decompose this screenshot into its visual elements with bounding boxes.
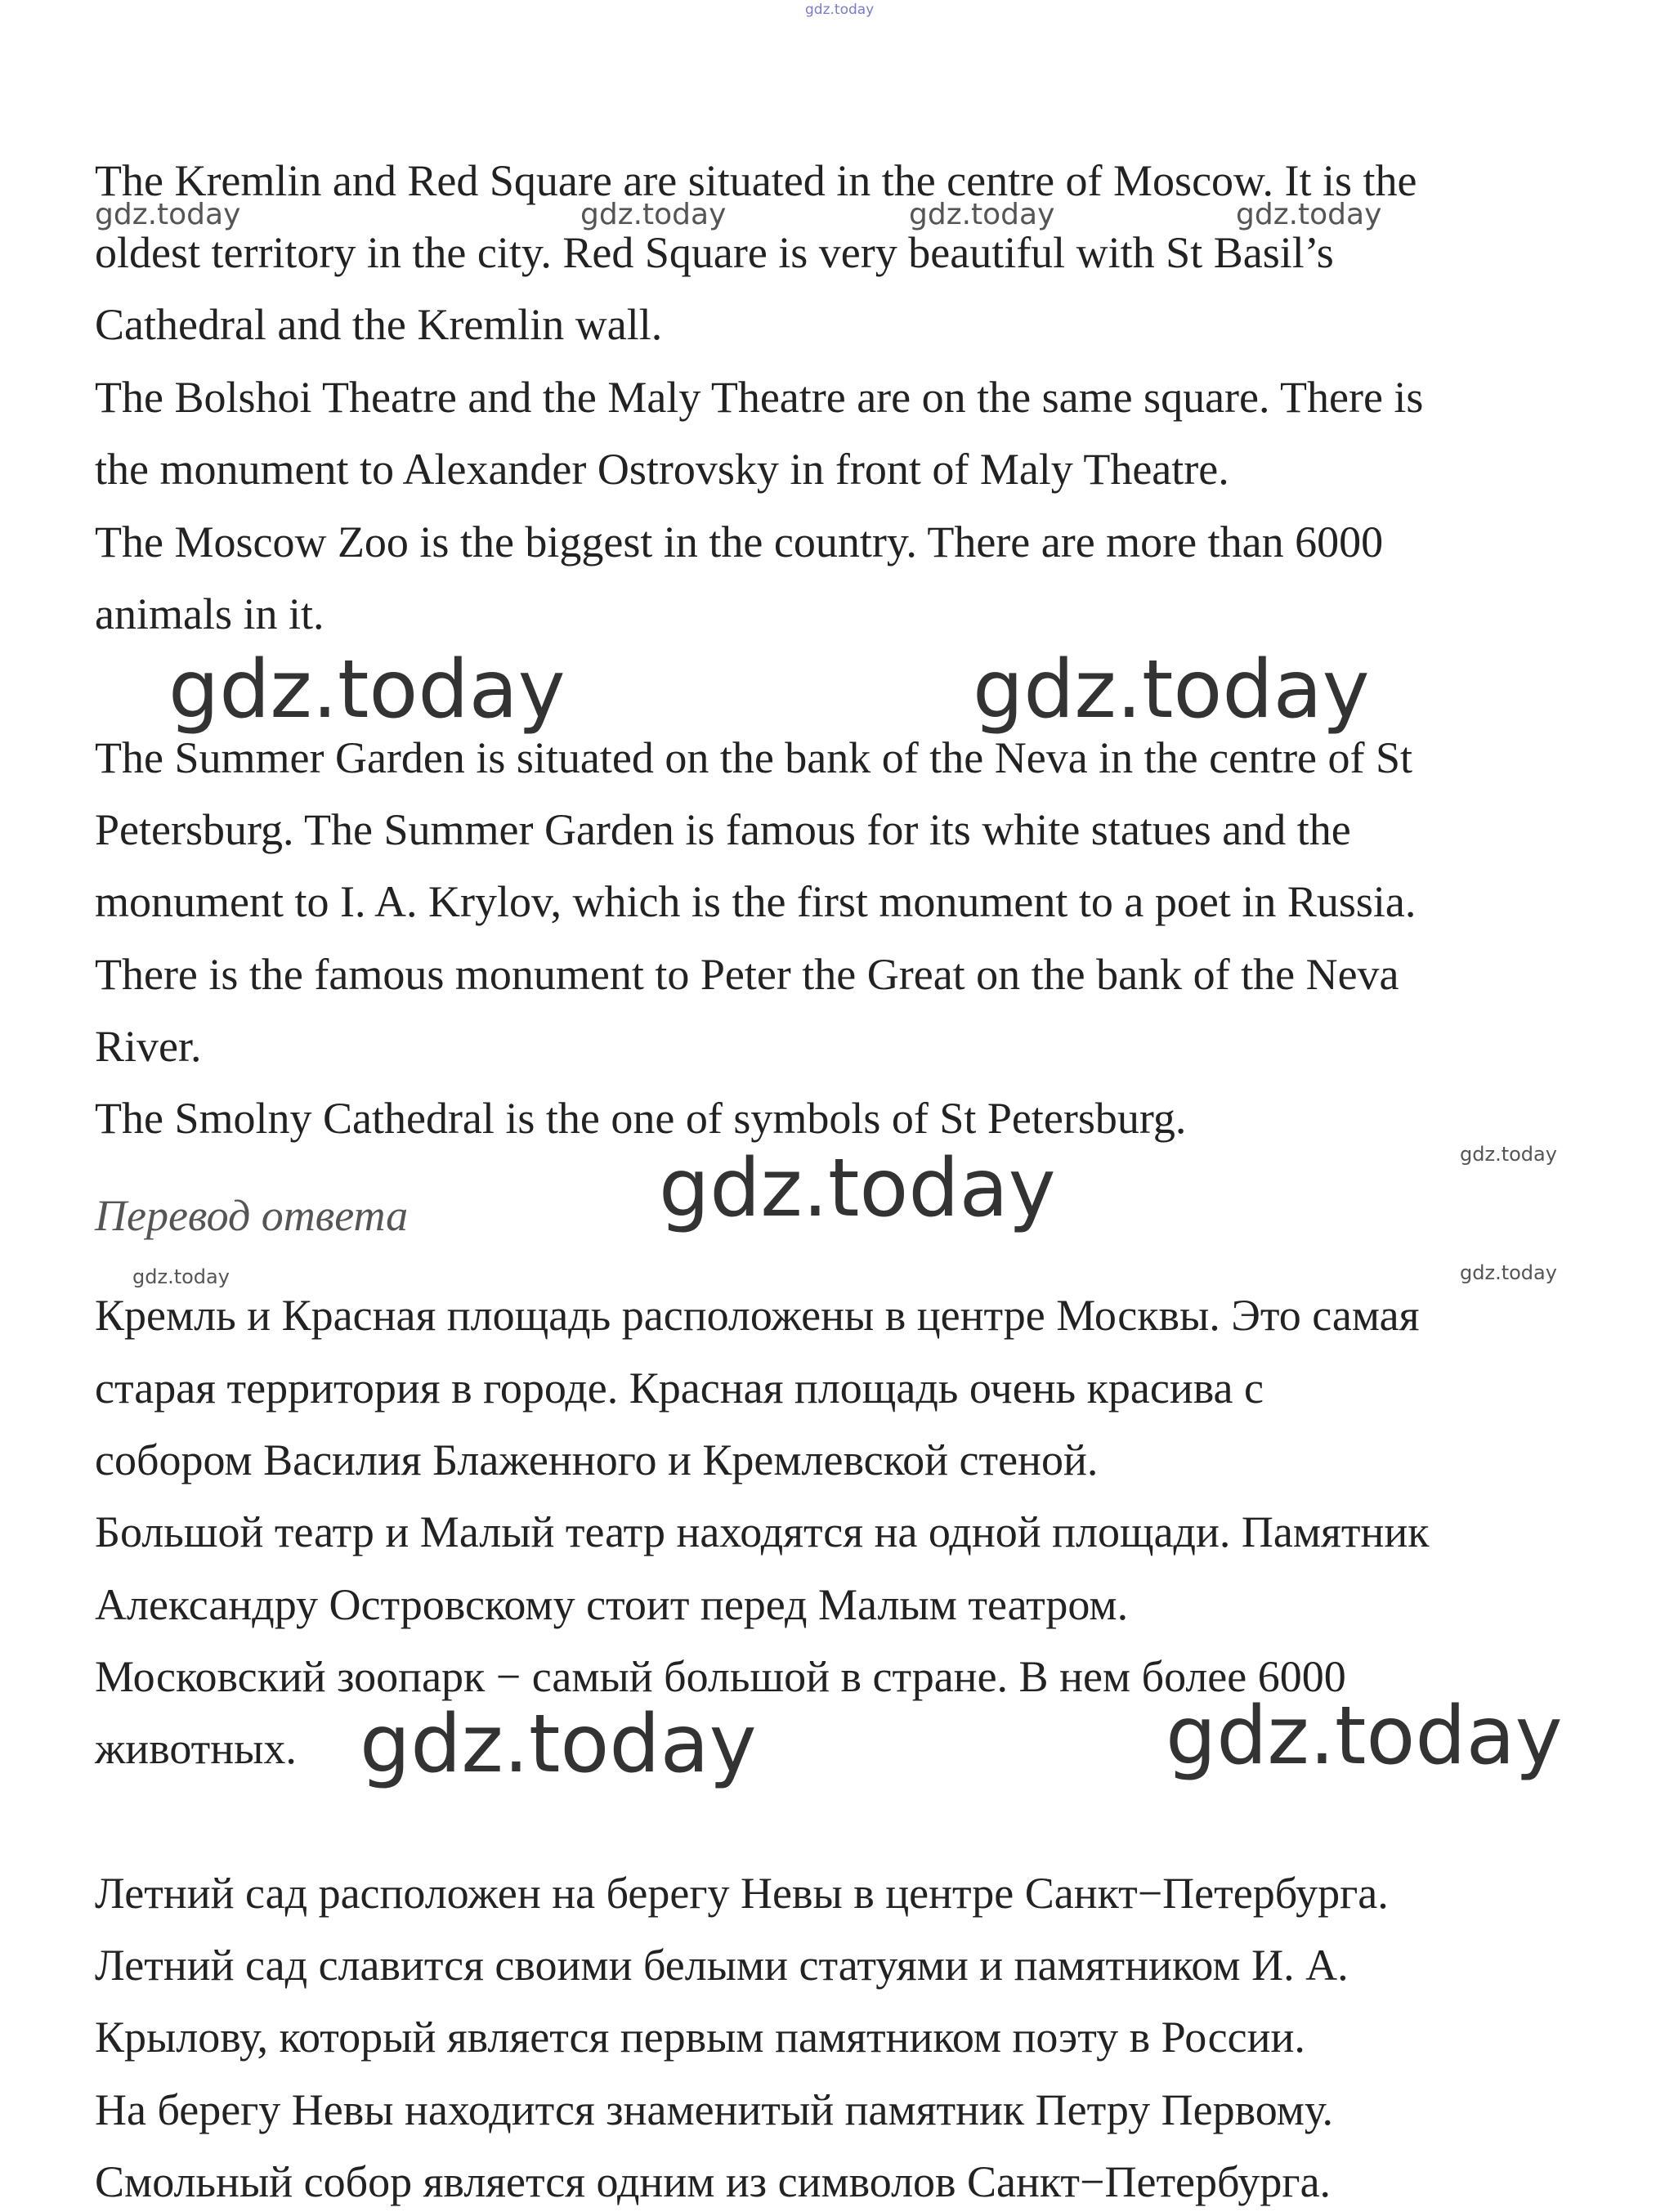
english-line: River.	[95, 1022, 202, 1071]
english-line: The Summer Garden is situated on the bank of the Neva in the centre of St	[95, 733, 1413, 782]
english-line: Petersburg. The Summer Garden is famous for its white statues and the	[95, 805, 1351, 854]
watermark-large: gdz.today	[168, 643, 566, 737]
watermark-large: gdz.today	[973, 643, 1370, 737]
english-line: Cathedral and the Kremlin wall.	[95, 300, 663, 349]
watermark-tiny: gdz.today	[1460, 1261, 1557, 1284]
english-line: monument to I. A. Krylov, which is the first monument to a poet in Russia.	[95, 877, 1417, 926]
russian-line: Крылову, который является первым памятником поэту в России.	[95, 2013, 1305, 2062]
english-line: The Bolshoi Theatre and the Maly Theatre are on the same square. There is	[95, 373, 1424, 422]
russian-line: животных.	[95, 1724, 297, 1773]
russian-line: На берегу Невы находится знаменитый памятник Петру Первому.	[95, 2085, 1334, 2134]
russian-line: Летний сад славится своими белыми статуями и памятником И. А.	[95, 1941, 1349, 1990]
russian-line: собором Василия Блаженного и Кремлевской стеной.	[95, 1435, 1099, 1484]
english-line: The Smolny Cathedral is the one of symbols of St Petersburg.	[95, 1094, 1187, 1143]
watermark-small: gdz.today	[1236, 198, 1382, 231]
watermark-large: gdz.today	[360, 1698, 757, 1791]
watermark-small: gdz.today	[95, 198, 241, 231]
translation-heading: Перевод ответа	[95, 1191, 409, 1240]
russian-line: Александру Островскому стоит перед Малым театром.	[95, 1580, 1129, 1629]
watermark-small: gdz.today	[580, 198, 727, 231]
english-line: There is the famous monument to Peter the Great on the bank of the Neva	[95, 950, 1399, 999]
english-line: animals in it.	[95, 589, 324, 638]
watermark-small: gdz.today	[909, 198, 1055, 231]
english-line: the monument to Alexander Ostrovsky in front of Maly Theatre.	[95, 445, 1229, 494]
watermark-top: gdz.today	[805, 2, 875, 18]
russian-line: Смольный собор является одним из символов Санкт−Петербурга.	[95, 2157, 1332, 2206]
watermark-large: gdz.today	[659, 1142, 1056, 1235]
english-line: The Moscow Zoo is the biggest in the country. There are more than 6000	[95, 517, 1384, 566]
watermark-tiny: gdz.today	[132, 1265, 230, 1288]
russian-line: Большой театр и Малый театр находятся на одной площади. Памятник	[95, 1507, 1430, 1556]
russian-line: Летний сад расположен на берегу Невы в центре Санкт−Петербурга.	[95, 1869, 1389, 1918]
russian-line: старая территория в городе. Красная площадь очень красива с	[95, 1363, 1264, 1413]
english-line: oldest territory in the city. Red Square is very beautiful with St Basil’s	[95, 228, 1334, 277]
watermark-large: gdz.today	[1166, 1690, 1563, 1783]
english-line: The Kremlin and Red Square are situated in the centre of Moscow. It is the	[95, 156, 1417, 205]
russian-line: Кремль и Красная площадь расположены в центре Москвы. Это самая	[95, 1291, 1420, 1340]
russian-line: Московский зоопарк − самый большой в стране. В нем более 6000	[95, 1652, 1346, 1701]
watermark-tiny: gdz.today	[1460, 1143, 1557, 1166]
